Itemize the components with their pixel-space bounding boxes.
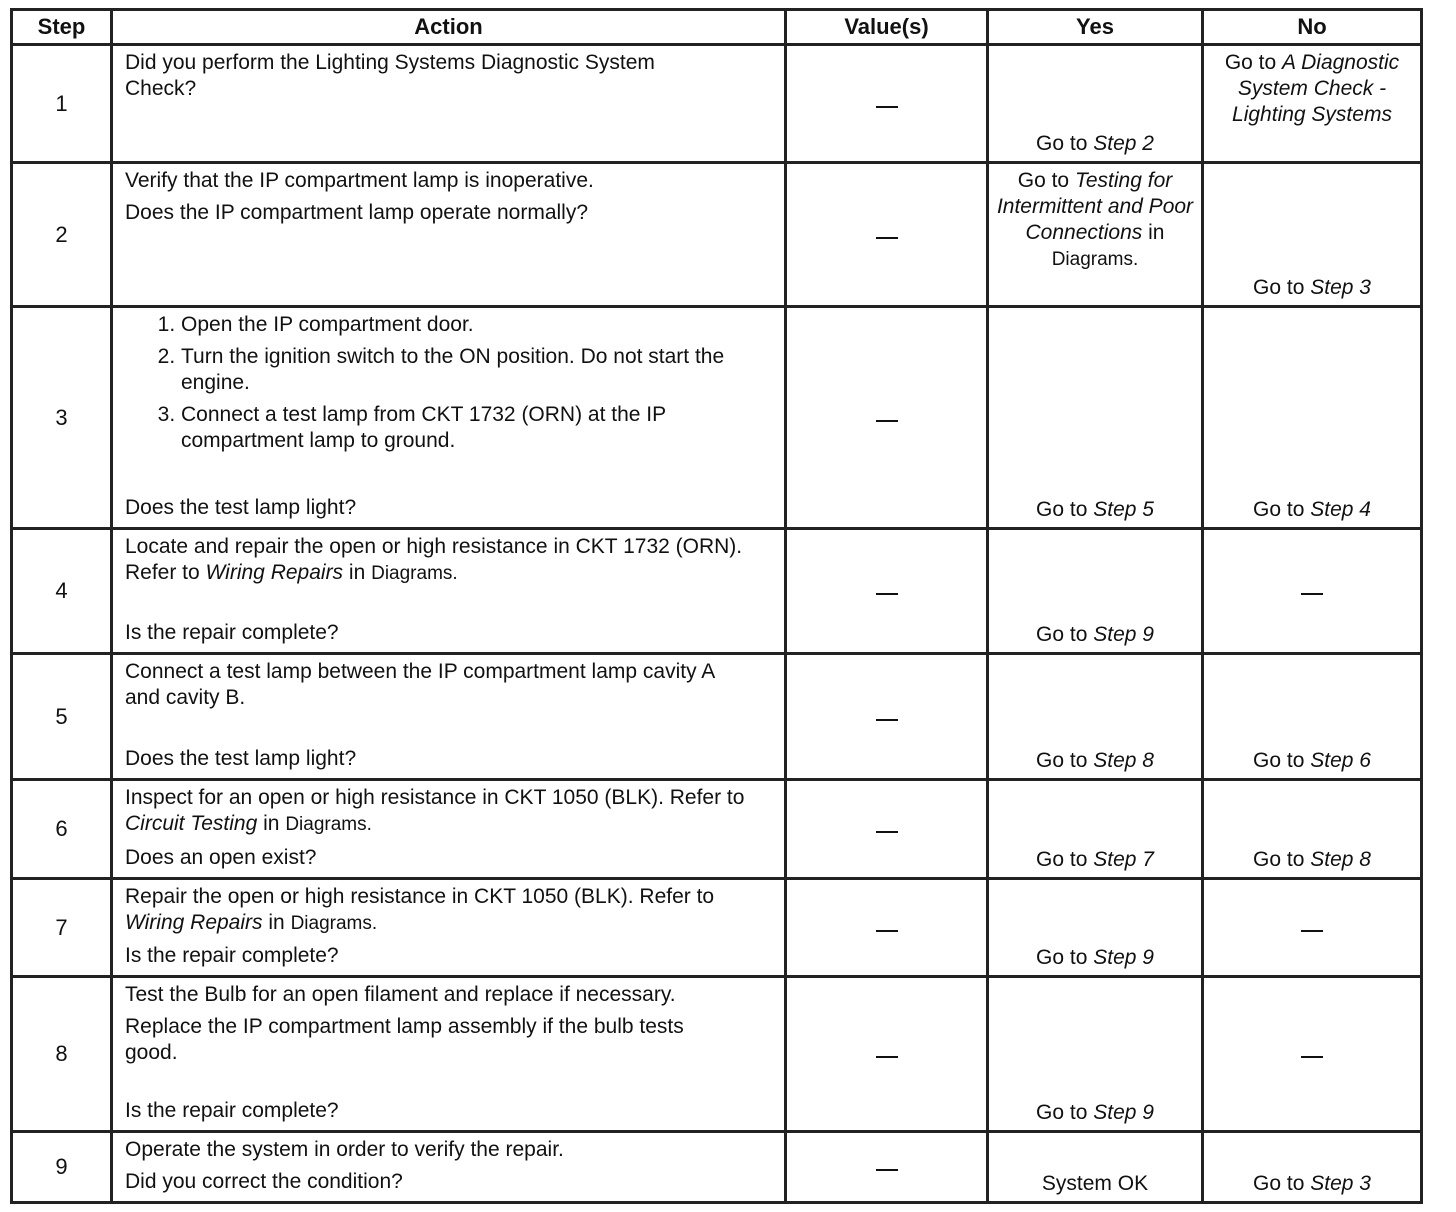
step-number: 7: [12, 879, 112, 977]
yes-result[interactable]: Go to Step 5: [1036, 498, 1154, 521]
no-result[interactable]: Go to Step 4: [1253, 498, 1371, 521]
value-cell: [786, 654, 988, 780]
header-step: Step: [12, 10, 112, 45]
action-cell: [112, 977, 786, 1132]
table-row: [12, 879, 1422, 977]
action-steps-list: [125, 312, 772, 460]
action-question: Does the test lamp light?: [125, 496, 357, 519]
step-number: 4: [12, 529, 112, 654]
no-cell: [1203, 879, 1422, 977]
no-cell: [1203, 163, 1422, 307]
action-question: Is the repair complete?: [125, 621, 339, 644]
action-text: Replace the IP compartment lamp assembly if the bulb tests good.: [125, 1015, 684, 1064]
action-text: Connect a test lamp between the IP compartment lamp cavity A and cavity B.: [125, 660, 715, 709]
yes-cell: [988, 307, 1203, 529]
dash-mark: [876, 1056, 898, 1058]
action-text: Did you perform the Lighting Systems Diagnostic System Check?: [125, 51, 655, 100]
table-row: [12, 45, 1422, 163]
action-question: Does the IP compartment lamp operate normally?: [125, 201, 589, 224]
action-question: Does the test lamp light?: [125, 747, 357, 770]
step-number: 5: [12, 654, 112, 780]
list-item: 1. Open the IP compartment door.: [181, 312, 772, 338]
dash-mark: [876, 1169, 898, 1171]
action-text: Inspect for an open or high resistance in CKT 1050 (BLK). Refer to Circuit Testing in Diagrams.: [125, 786, 745, 835]
header-yes: Yes: [988, 10, 1203, 45]
yes-result[interactable]: Go to Step 8: [1036, 749, 1154, 772]
action-question: Is the repair complete?: [125, 1099, 339, 1122]
diagnostic-table-container: [10, 8, 1420, 1204]
value-cell: [786, 780, 988, 879]
diagnostic-table: [10, 8, 1423, 1204]
reference-link[interactable]: Wiring Repairs: [205, 561, 344, 584]
no-result[interactable]: Go to Step 3: [1253, 1172, 1371, 1195]
dash-mark: [1301, 930, 1323, 932]
reference-link[interactable]: Circuit Testing: [125, 812, 258, 835]
yes-result[interactable]: Go to Step 7: [1036, 848, 1154, 871]
table-row: [12, 163, 1422, 307]
reference-link[interactable]: Wiring Repairs: [125, 911, 263, 934]
dash-mark: [876, 106, 898, 108]
action-cell: [112, 780, 786, 879]
yes-result[interactable]: Go to Step 9: [1036, 946, 1154, 969]
step-number: 6: [12, 780, 112, 879]
action-cell: [112, 45, 786, 163]
table-row: [12, 307, 1422, 529]
no-cell: [1203, 307, 1422, 529]
no-result[interactable]: Go to A Diagnostic System Check - Lighting Systems: [1224, 51, 1400, 126]
action-cell: [112, 307, 786, 529]
dash-mark: [1301, 593, 1323, 595]
step-number: 9: [12, 1132, 112, 1203]
dash-mark: [876, 719, 898, 721]
no-result[interactable]: Go to Step 8: [1253, 848, 1371, 871]
value-cell: [786, 45, 988, 163]
dash-mark: [876, 237, 898, 239]
yes-cell: [988, 163, 1203, 307]
action-cell: [112, 1132, 786, 1203]
action-cell: [112, 163, 786, 307]
table-row: [12, 654, 1422, 780]
yes-cell: [988, 879, 1203, 977]
no-result[interactable]: Go to Step 3: [1253, 276, 1371, 299]
action-text: Locate and repair the open or high resistance in CKT 1732 (ORN). Refer to Wiring Repairs in Diagrams.: [125, 535, 743, 584]
yes-cell: [988, 654, 1203, 780]
step-number: 1: [12, 45, 112, 163]
yes-cell: [988, 780, 1203, 879]
header-no: No: [1203, 10, 1422, 45]
dash-mark: [876, 420, 898, 422]
step-number: 3: [12, 307, 112, 529]
yes-result[interactable]: Go to Step 2: [1036, 132, 1154, 155]
no-cell: [1203, 977, 1422, 1132]
value-cell: [786, 307, 988, 529]
yes-result[interactable]: Go to Step 9: [1036, 623, 1154, 646]
no-cell: [1203, 654, 1422, 780]
header-action: Action: [112, 10, 786, 45]
action-cell: [112, 654, 786, 780]
list-item: 2. Turn the ignition switch to the ON position. Do not start the engine.: [181, 344, 772, 396]
no-cell: [1203, 529, 1422, 654]
yes-cell: [988, 45, 1203, 163]
action-text: Test the Bulb for an open filament and replace if necessary.: [125, 983, 676, 1006]
action-question: Does an open exist?: [125, 846, 317, 869]
action-cell: [112, 529, 786, 654]
table-row: [12, 529, 1422, 654]
yes-cell: [988, 977, 1203, 1132]
action-cell: [112, 879, 786, 977]
yes-result[interactable]: System OK: [1041, 1172, 1149, 1195]
yes-cell: [988, 529, 1203, 654]
dash-mark: [876, 831, 898, 833]
step-number: 8: [12, 977, 112, 1132]
action-text: Verify that the IP compartment lamp is inoperative.: [125, 169, 594, 192]
action-text: Repair the open or high resistance in CKT 1050 (BLK). Refer to Wiring Repairs in Diagrams.: [125, 885, 715, 934]
action-text: Operate the system in order to verify the repair.: [125, 1138, 564, 1161]
action-question: Is the repair complete?: [125, 944, 339, 967]
dash-mark: [1301, 1056, 1323, 1058]
action-question: Did you correct the condition?: [125, 1170, 403, 1193]
no-cell: [1203, 780, 1422, 879]
value-cell: [786, 1132, 988, 1203]
list-item: 3. Connect a test lamp from CKT 1732 (ORN) at the IP compartment lamp to ground.: [181, 402, 772, 454]
yes-result[interactable]: Go to Testing for Intermittent and Poor Connections in Diagrams.: [996, 169, 1194, 270]
value-cell: [786, 529, 988, 654]
table-row: [12, 977, 1422, 1132]
no-cell: [1203, 1132, 1422, 1203]
no-result[interactable]: Go to Step 6: [1253, 749, 1371, 772]
header-row: [12, 10, 1422, 45]
no-cell: [1203, 45, 1422, 163]
value-cell: [786, 163, 988, 307]
table-row: [12, 780, 1422, 879]
step-number: 2: [12, 163, 112, 307]
value-cell: [786, 879, 988, 977]
yes-result[interactable]: Go to Step 9: [1036, 1101, 1154, 1124]
yes-cell: [988, 1132, 1203, 1203]
value-cell: [786, 977, 988, 1132]
dash-mark: [876, 593, 898, 595]
dash-mark: [876, 930, 898, 932]
header-values: Value(s): [786, 10, 988, 45]
table-row: [12, 1132, 1422, 1203]
